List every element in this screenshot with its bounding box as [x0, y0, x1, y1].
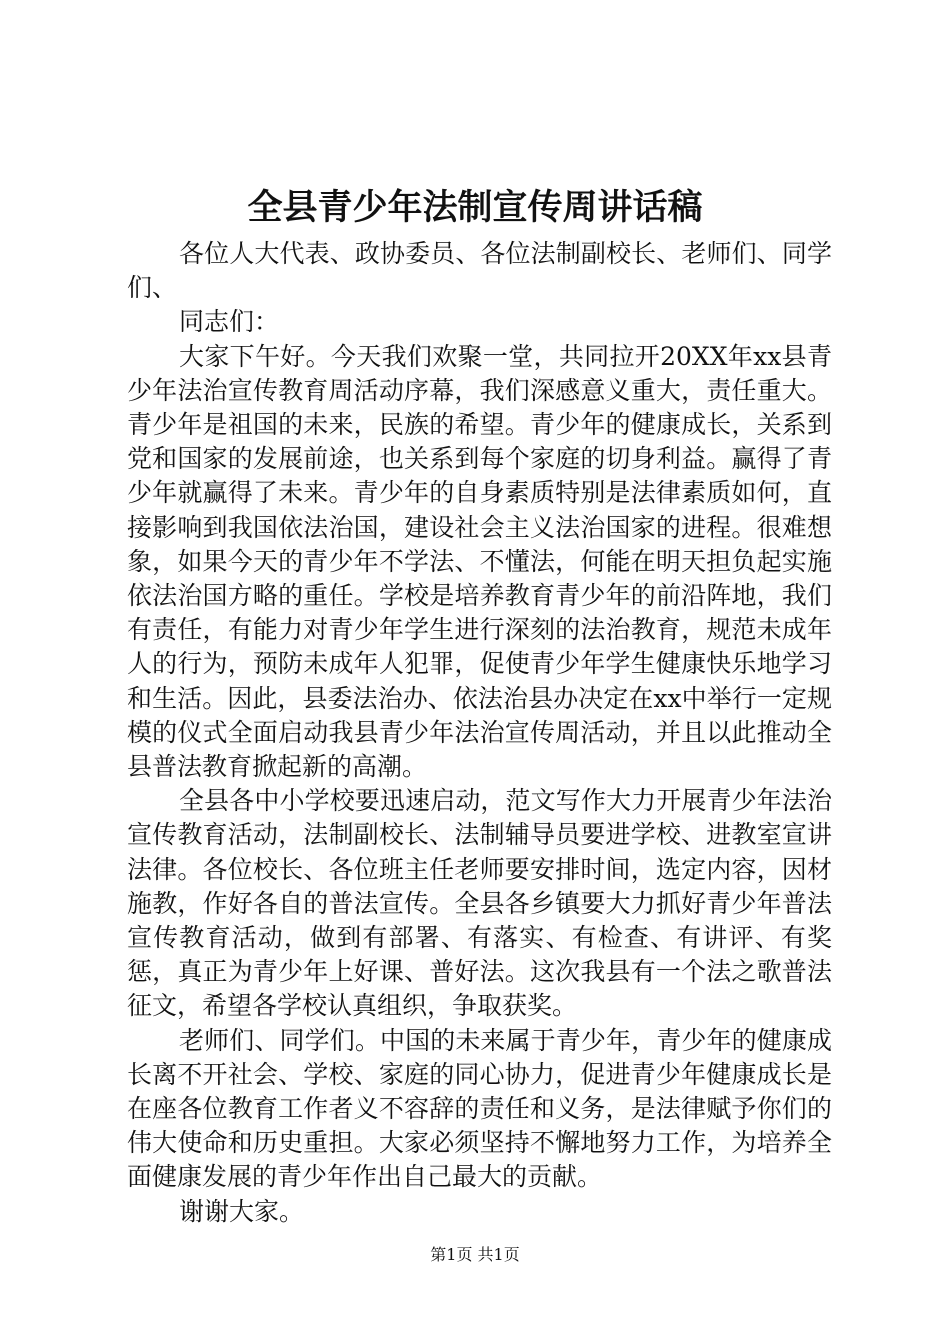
page-number-footer: 第1页 共1页	[430, 1245, 520, 1264]
document-title: 全县青少年法制宣传周讲话稿	[247, 187, 703, 228]
body-paragraph-3: 老师们、同学们。中国的未来属于青少年，青少年的健康成长离不开社会、学校、家庭的同心协力，促进青少年健康成长是在座各位教育工作者义不容辞的责任和义务，是法律赋予你们的伟大使命和历史重担。大家必须坚持不懈地努力工作，为培养全面健康发展的青少年作出自己最大的贡献。	[127, 1025, 832, 1192]
closing-paragraph: 谢谢大家。	[179, 1196, 305, 1226]
body-paragraph-1: 大家下午好。今天我们欢聚一堂，共同拉开20XX年xx县青少年法治宣传教育周活动序幕，我们深感意义重大，责任重大。青少年是祖国的未来，民族的希望。青少年的健康成长，关系到党和国家的发展前途，也关系到每个家庭的切身利益。赢得了青少年就赢得了未来。青少年的自身素质特别是法律素质如何，直接影响到我国依法治国，建设社会主义法治国家的进程。很难想象，如果今天的青少年不学法、不懂法，何能在明天担负起实施依法治国方略的重任。学校是培养教育青少年的前沿阵地，我们有责任，有能力对青少年学生进行深刻的法治教育，规范未成年人的行为，预防未成年人犯罪，促使青少年学生健康快乐地学习和生活。因此，县委法治办、依法治县办决定在xx中举行一定规模的仪式全面启动我县青少年法治宣传周活动，并且以此推动全县普法教育掀起新的高潮。	[127, 341, 832, 782]
body-paragraph-2: 全县各中小学校要迅速启动，范文写作大力开展青少年法治宣传教育活动，法制副校长、法制辅导员要进学校、进教室宣讲法律。各位校长、各位班主任老师要安排时间，选定内容，因材施教，作好各自的普法宣传。全县各乡镇要大力抓好青少年普法宣传教育活动，做到有部署、有落实、有检查、有讲评、有奖惩，真正为青少年上好课、普好法。这次我县有一个法之歌普法征文，希望各学校认真组织，争取获奖。	[127, 786, 832, 1021]
salutation-paragraph: 各位人大代表、政协委员、各位法制副校长、老师们、同学们、	[127, 239, 832, 303]
document-body	[127, 237, 832, 1229]
salutation-comrades: 同志们：	[179, 307, 280, 337]
